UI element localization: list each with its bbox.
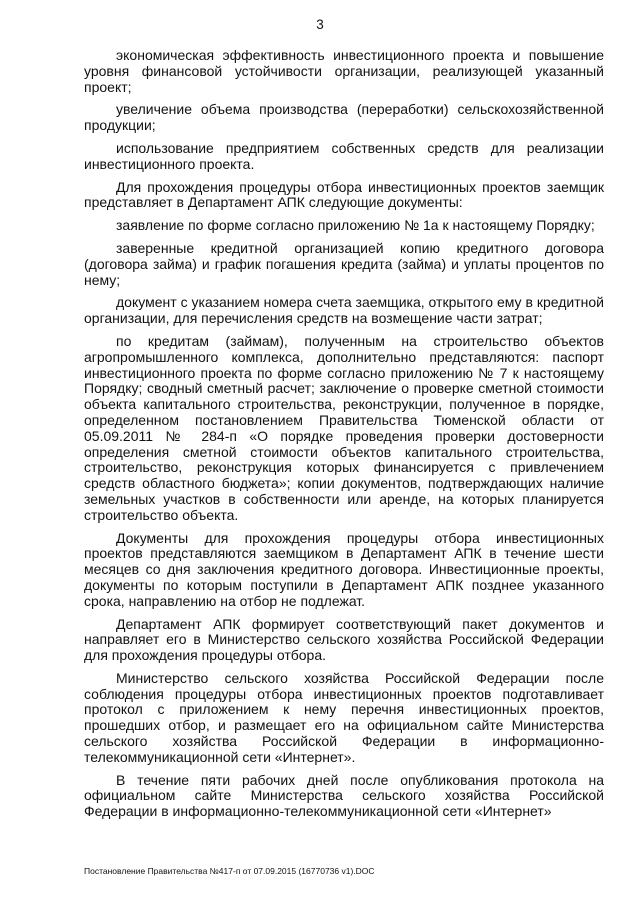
paragraph: Департамент АПК формирует соответствующий пакет документов и направляет его в Министерство сельского хозяйства Российской Федерации для прохождения процедуры отбора. bbox=[84, 615, 604, 664]
paragraph: по кредитам (займам), полученным на строительство объектов агропромышленного комплекса, дополнительно представляются: паспорт инвестиционного проекта по форме согласно приложению № 7 к настоящему Порядку; сводный сметный расчет; заключение о проверке сметной стоимости объекта капитального строительства, реконструкции, полученное в порядке, определенном постановлением Правительства Тюменской области от 05.09.2011 № 284-п «О порядке проведения проверки достоверности определения сметной стоимости объектов капитального строительства, строительство, реконструкция которых финансируется с привлечением средств областного бюджета»; копии документов, подтверждающих наличие земельных участков в собственности или аренде, на которых планируется строительство объекта. bbox=[84, 332, 604, 523]
paragraph: Министерство сельского хозяйства Российской Федерации после соблюдения процедуры отбора инвестиционных проектов подготавливает протокол с приложением к нему перечня инвестиционных проектов, прошедших отбор, и размещает его на официальном сайте Министерства сельского хозяйства Российской Федерации в информационно-телекоммуникационной сети «Интернет». bbox=[84, 669, 604, 765]
paragraph: использование предприятием собственных средств для реализации инвестиционного проекта. bbox=[84, 139, 604, 172]
document-footer: Постановление Правительства №417-п от 07.09.2015 (16770736 v1).DOC bbox=[84, 866, 375, 876]
paragraph: экономическая эффективность инвестиционного проекта и повышение уровня финансовой устойчивости организации, реализующей указанный проект; bbox=[84, 47, 604, 95]
page-number: 3 bbox=[316, 17, 324, 32]
paragraph: увеличение объема производства (переработки) сельскохозяйственной продукции; bbox=[84, 101, 604, 134]
paragraph: В течение пяти рабочих дней после опубликования протокола на официальном сайте Министерства сельского хозяйства Российской Федерации в информационно-телекоммуникационной сети «Интернет» bbox=[84, 771, 604, 820]
paragraph: документ с указанием номера счета заемщика, открытого ему в кредитной организации, для перечисления средств на возмещение части затрат; bbox=[84, 294, 604, 327]
paragraph: заверенные кредитной организацией копию кредитного договора (договора займа) и график погашения кредита (займа) и уплаты процентов по нему; bbox=[84, 239, 604, 288]
paragraph: заявление по форме согласно приложению № 1а к настоящему Порядку; bbox=[116, 217, 595, 234]
document-body bbox=[84, 48, 604, 827]
paragraph: Для прохождения процедуры отбора инвестиционных проектов заемщик представляет в Департамент АПК следующие документы: bbox=[84, 178, 604, 211]
paragraph: Документы для прохождения процедуры отбора инвестиционных проектов представляются заемщиком в Департамент АПК в течение шести месяцев со дня заключения кредитного договора. Инвестиционные проекты, документы по которым поступили в Департамент АПК позднее указанного срока, направлению на отбор не подлежат. bbox=[84, 529, 604, 609]
